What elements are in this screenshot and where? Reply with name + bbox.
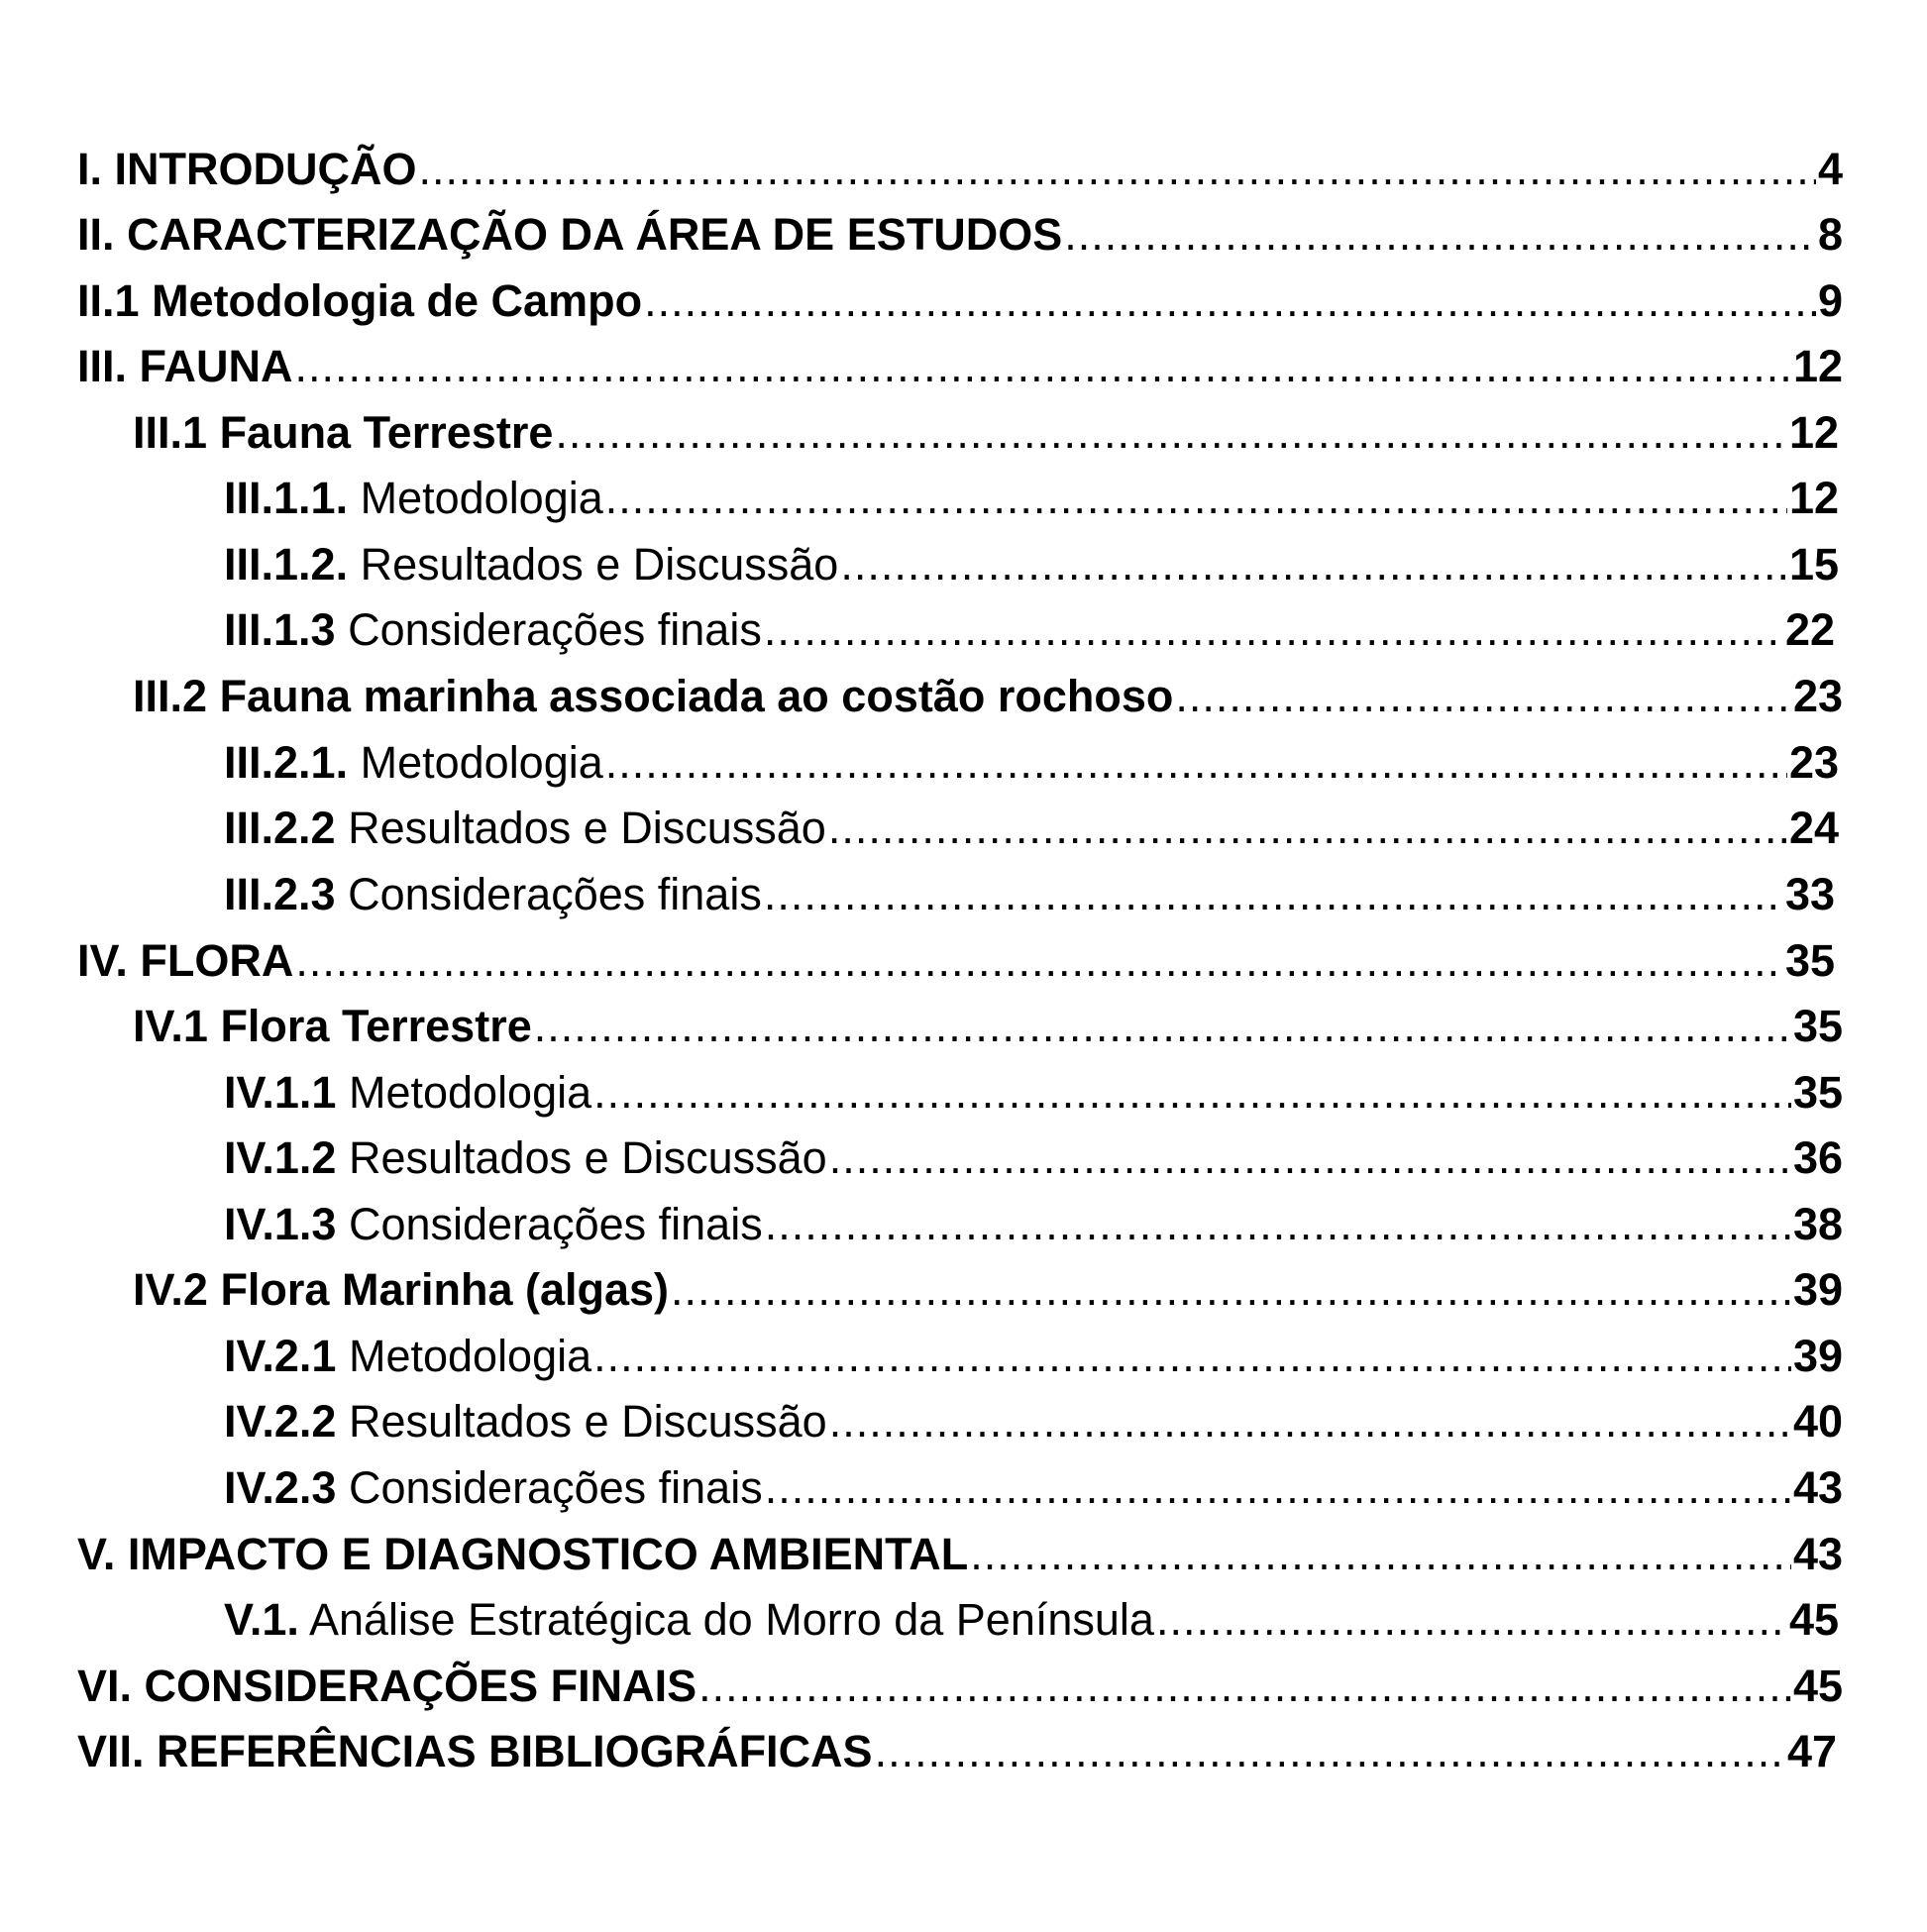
toc-entry-label [224,1063,591,1123]
dot-leader [829,1128,1791,1188]
toc-entry-label [224,1128,827,1188]
toc-entry-label [224,600,762,660]
toc-entry[interactable] [77,931,1835,991]
toc-entry-label [224,1195,763,1254]
toc-entry-title: Flora Terrestre [220,1001,532,1051]
toc-entry[interactable] [224,1063,1843,1123]
toc-entry-page: 4 [1817,144,1843,194]
toc-entry[interactable] [77,1722,1837,1781]
toc-entry-label [133,997,532,1056]
toc-entry-title: Fauna Terrestre [219,407,554,458]
toc-entry-title: CARACTERIZAÇÃO DA ÁREA DE ESTUDOS [127,209,1063,260]
toc-entry[interactable] [224,1327,1843,1386]
dot-leader [419,140,1816,199]
toc-entry-label [133,667,1173,726]
toc-entry-label [77,1657,696,1716]
toc-entry-number: III.2.1. [224,737,349,788]
toc-entry-label [224,865,762,924]
toc-entry-title: Resultados e Discussão [348,1132,827,1183]
toc-entry-title: Flora Marinha (algas) [220,1264,670,1315]
toc-entry-title: REFERÊNCIAS BIBLIOGRÁFICAS [157,1726,873,1776]
toc-entry-number: IV.1.2 [224,1132,337,1183]
toc-entry-page: 35 [1792,1001,1843,1051]
toc-entry-number: III.1 [133,407,208,458]
toc-entry-label [224,535,838,594]
toc-entry-number: IV.2.3 [224,1462,337,1513]
toc-entry-label [224,469,603,528]
toc-entry-title: CONSIDERAÇÕES FINAIS [144,1661,697,1711]
toc-entry-label [224,1392,827,1451]
toc-entry-label [77,1525,968,1584]
toc-entry-number: III.1.3 [224,604,336,655]
toc-entry-title: Resultados e Discussão [348,803,826,853]
toc-entry-label [77,1722,873,1781]
dot-leader [605,469,1787,528]
toc-entry-page: 47 [1786,1726,1837,1776]
toc-entry[interactable] [133,997,1843,1056]
toc-entry-number: III.1.1. [224,473,349,523]
toc-entry[interactable] [77,1657,1843,1716]
dot-leader [828,799,1787,858]
toc-entry-title: Análise Estratégica do Morro da Península [308,1594,1154,1645]
toc-entry-number: VI. [77,1661,133,1711]
toc-entry-title: Considerações finais [348,604,762,655]
toc-entry-page: 45 [1788,1594,1839,1645]
toc-entry-page: 35 [1792,1067,1843,1118]
toc-entry[interactable] [224,1590,1839,1650]
toc-entry[interactable] [77,337,1843,396]
dot-leader [1064,205,1816,265]
toc-entry-page: 9 [1817,275,1843,326]
toc-entry-label [224,1590,1154,1650]
toc-entry-label [77,140,417,199]
toc-entry-title: Metodologia de Campo [152,275,643,326]
toc-entry-title: FAUNA [139,341,293,391]
toc-entry-title: FLORA [140,935,294,986]
toc-entry-label [77,271,642,331]
toc-entry-title: Metodologia [360,737,603,788]
toc-entry[interactable] [77,1525,1843,1584]
toc-entry-page: 43 [1792,1529,1843,1579]
toc-entry[interactable] [133,1260,1843,1320]
dot-leader [698,1657,1791,1716]
toc-entry-title: IMPACTO E DIAGNOSTICO AMBIENTAL [127,1529,969,1579]
toc-entry-number: IV.1.3 [224,1199,337,1249]
dot-leader [829,1392,1791,1451]
toc-entry-label [224,1327,591,1386]
toc-entry-number: I. [77,144,103,194]
toc-entry-page: 33 [1784,869,1835,919]
toc-entry-page: 12 [1792,341,1843,391]
toc-entry-label [224,1458,763,1518]
toc-entry[interactable] [224,865,1835,924]
dot-leader [1156,1590,1787,1650]
dot-leader [671,1260,1791,1320]
toc-entry[interactable] [224,1458,1843,1518]
toc-entry-page: 35 [1784,935,1835,986]
toc-entry-number: III. [77,341,128,391]
toc-entry[interactable] [224,733,1839,793]
toc-entry-number: III.2 [133,671,208,721]
dot-leader [765,1195,1791,1254]
dot-leader [840,535,1787,594]
toc-entry-page: 36 [1792,1132,1843,1183]
toc-entry-number: V.1. [224,1594,299,1645]
toc-entry-page: 38 [1792,1199,1843,1249]
toc-entry[interactable] [133,403,1839,463]
toc-entry-number: IV.2.2 [224,1396,337,1447]
dot-leader [1175,667,1791,726]
dot-leader [644,271,1816,331]
toc-entry-page: 24 [1788,803,1839,853]
dot-leader [764,865,1783,924]
toc-entry-label [224,799,826,858]
dot-leader [295,931,1783,991]
toc-entry-title: Metodologia [348,1067,592,1118]
toc-entry-number: IV.2 [133,1264,208,1315]
toc-entry-page: 8 [1817,209,1843,260]
toc-entry-number: II.1 [77,275,140,326]
toc-entry-page: 45 [1792,1661,1843,1711]
dot-leader [875,1722,1785,1781]
toc-entry-title: Considerações finais [348,1199,763,1249]
toc-entry-page: 23 [1788,737,1839,788]
toc-entry-number: IV. [77,935,128,986]
toc-entry[interactable] [77,205,1843,265]
toc-entry[interactable] [224,799,1839,858]
toc-entry[interactable] [133,667,1843,726]
toc-entry-page: 12 [1788,473,1839,523]
toc-entry-title: Resultados e Discussão [360,539,839,590]
toc-entry-number: VII. [77,1726,145,1776]
dot-leader [765,1458,1791,1518]
toc-entry-title: Metodologia [360,473,603,523]
toc-entry-label [133,1260,669,1320]
toc-entry-title: Resultados e Discussão [348,1396,827,1447]
toc-entry-page: 39 [1792,1331,1843,1381]
dot-leader [605,733,1787,793]
toc-entry-label [77,337,293,396]
dot-leader [764,600,1783,660]
toc-entry-number: IV.1 [133,1001,208,1051]
toc-entry-number: II. [77,209,115,260]
dot-leader [534,997,1791,1056]
toc-entry-number: III.2.3 [224,869,336,919]
toc-entry[interactable] [224,1128,1843,1188]
dot-leader [555,403,1787,463]
toc-entry[interactable] [77,140,1843,199]
dot-leader [295,337,1791,396]
toc-entry[interactable] [224,1392,1843,1451]
toc-entry-page: 40 [1792,1396,1843,1447]
toc-entry-title: Considerações finais [348,869,762,919]
toc-entry-number: IV.1.1 [224,1067,337,1118]
toc-entry-number: IV.2.1 [224,1331,337,1381]
toc-entry-label [77,931,293,991]
toc-entry-page: 23 [1792,671,1843,721]
toc-entry-page: 39 [1792,1264,1843,1315]
toc-entry-label [77,205,1062,265]
toc-entry-page: 22 [1784,604,1835,655]
toc-entry-title: Considerações finais [348,1462,763,1513]
dot-leader [593,1327,1791,1386]
toc-entry-title: INTRODUÇÃO [114,144,417,194]
toc-entry[interactable] [77,271,1843,331]
toc-entry-number: III.1.2. [224,539,349,590]
toc-entry-title: Metodologia [348,1331,592,1381]
toc-entry-page: 15 [1788,539,1839,590]
toc-entry-label [224,733,603,793]
toc-entry-number: III.2.2 [224,803,336,853]
toc-entry-title: Fauna marinha associada ao costão rochoso [219,671,1174,721]
toc-entry-page: 12 [1788,407,1839,458]
toc-entry[interactable] [224,535,1839,594]
toc-entry[interactable] [224,1195,1843,1254]
toc-entry-label [133,403,553,463]
dot-leader [970,1525,1791,1584]
dot-leader [593,1063,1791,1123]
toc-entry[interactable] [224,469,1839,528]
toc-entry[interactable] [224,600,1835,660]
toc-entry-page: 43 [1792,1462,1843,1513]
toc-entry-number: V. [77,1529,116,1579]
